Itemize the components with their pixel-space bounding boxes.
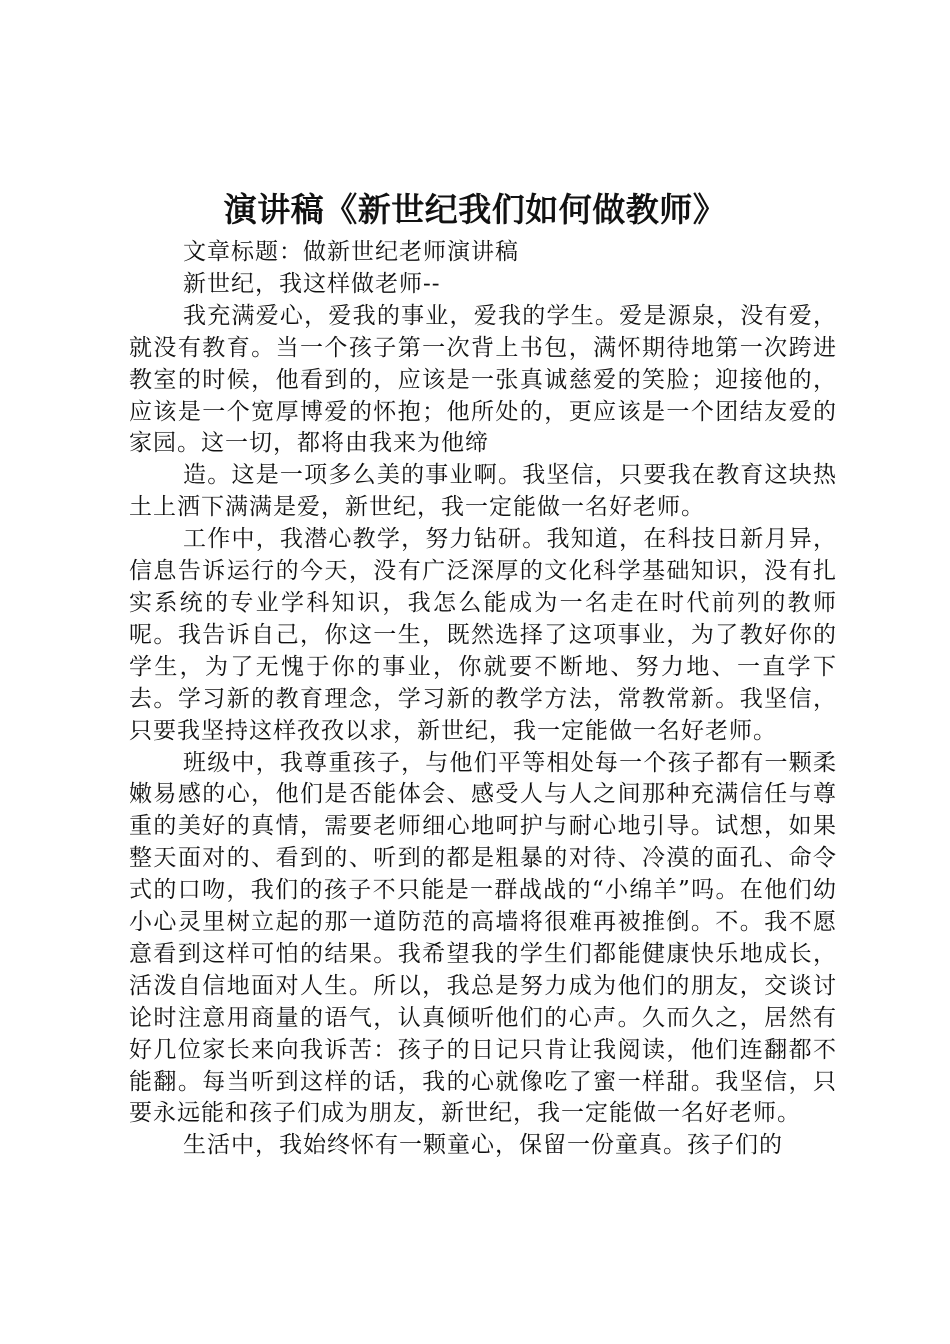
paragraph-work: 工作中，我潜心教学，努力钻研。我知道，在科技日新月异，信息告诉运行的今天，没有广泛深厚的文化科学基础知识，没有扎实系统的专业学科知识，我怎么能成为一名走在时代前列的教师呢。我告诉自己，你这一生，既然选择了这项事业，为了教好你的学生，为了无愧于你的事业，你就要不断地、努力地、一直学下去。学习新的教育理念，学习新的教学方法，常教常新。我坚信，只要我坚持这样孜孜以求，新世纪，我一定能做一名好老师。	[129, 526, 837, 744]
paragraph-life: 生活中，我始终怀有一颗童心，保留一份童真。孩子们的	[183, 1132, 783, 1159]
document-body	[129, 237, 837, 1162]
paragraph-intro: 新世纪，我这样做老师--	[183, 270, 441, 297]
paragraph-love: 我充满爱心，爱我的事业，爱我的学生。爱是源泉，没有爱，就没有教育。当一个孩子第一次背上书包，满怀期待地第一次跨进教室的时候，他看到的，应该是一张真诚慈爱的笑脸；迎接他的，应该是一个宽厚博爱的怀抱；他所处的，更应该是一个团结友爱的家园。这一切，都将由我来为他缔	[129, 302, 837, 457]
paragraph-class: 班级中，我尊重孩子，与他们平等相处每一个孩子都有一颗柔嫩易感的心，他们是否能体会、感受人与人之间那种充满信任与尊重的美好的真情，需要老师细心地呵护与耐心地引导。试想，如果整天面对的、看到的、听到的都是粗暴的对待、冷漠的面孔、命令式的口吻，我们的孩子不只能是一群战战的“小绵羊”吗。在他们幼小心灵里树立起的那一道防范的高墙将很难再被推倒。不。我不愿意看到这样可怕的结果。我希望我的学生们都能健康快乐地成长，活泼自信地面对人生。所以，我总是努力成为他们的朋友，交谈讨论时注意用商量的语气，认真倾听他们的心声。久而久之，居然有好几位家长来向我诉苦：孩子的日记只肯让我阅读，他们连翻都不能翻。每当听到这样的话，我的心就像吃了蜜一样甜。我坚信，只要永远能和孩子们成为朋友，新世纪，我一定能做一名好老师。	[129, 749, 837, 1127]
paragraph-article-title: 文章标题：做新世纪老师演讲稿	[183, 239, 519, 265]
document-title: 演讲稿《新世纪我们如何做教师》	[223, 190, 727, 229]
paragraph-love-continued: 造。这是一项多么美的事业啊。我坚信，只要我在教育这块热土上洒下满满是爱，新世纪，我一定能做一名好老师。	[129, 462, 837, 521]
